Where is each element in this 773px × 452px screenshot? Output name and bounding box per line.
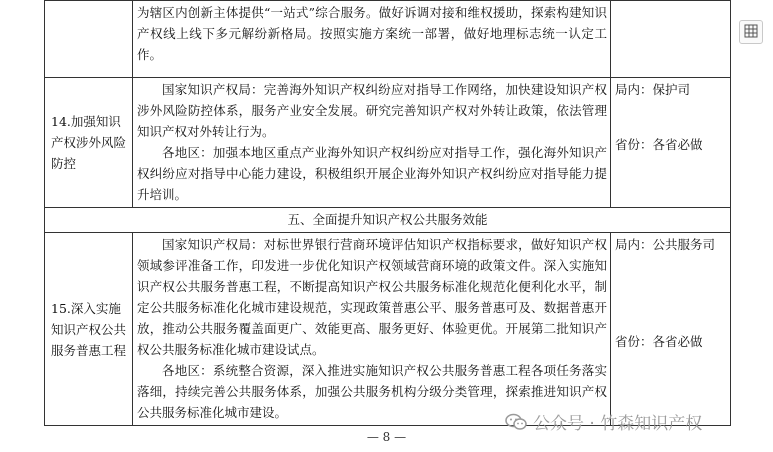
task-content-cell [133,1,611,78]
content-paragraph: 各地区：加强本地区重点产业海外知识产权纠纷应对指导工作，强化海外知识产权纠纷应对指导中心能力建设，积极组织开展企业海外知识产权纠纷应对指导能力提升培训。 [137,145,607,202]
task-name-cell [45,1,133,78]
section-heading-row [45,208,731,233]
responsibility-cell [611,78,731,208]
section-heading: 五、全面提升知识产权公共服务效能 [45,208,731,233]
task-name-cell: 15.深入实施知识产权公共服务普惠工程 [45,233,133,426]
task-table [44,0,731,426]
responsibility-cell [611,1,731,78]
task-content-cell [133,78,611,208]
table-row [45,78,731,208]
bureau-responsibility: 局内：公共服务司 [615,237,716,252]
content-paragraph: 各地区：系统整合资源，深入推进实施知识产权公共服务普惠工程各项任务落实落细，持续完善公共服务体系，加强公共服务机构分级分类管理，探索推进知识产权公共服务标准化城市建设。 [137,363,607,420]
grid-view-button[interactable] [739,20,763,44]
task-content-cell [133,233,611,426]
watermark-text: 公众号 · 竹森知识产权 [533,414,703,434]
grid-icon [744,23,758,42]
page-number: — 8 — [366,430,407,444]
table-row [45,233,731,426]
province-responsibility: 省份：各省必做 [615,334,703,349]
wechat-icon [505,413,527,431]
bureau-responsibility: 局内：保护司 [615,82,691,97]
content-paragraph: 国家知识产权局：完善海外知识产权纠纷应对指导工作网络，加快建设知识产权涉外风险防控体系，服务产业安全发展。研究完善知识产权对外转让政策，依法管理知识产权对外转让行为。 [137,82,607,139]
responsibility-cell [611,233,731,426]
content-paragraph: 国家知识产权局：对标世界银行营商环境评估知识产权指标要求，做好知识产权领域参评准备工作，印发进一步优化知识产权领域营商环境的政策文件。深入实施知识产权公共服务普惠工程，不断提高知识产权公共服务标准化规范化便利化水平，制定公共服务标准化化城市建设规范，实现政策普惠公平、服务普惠可及、数据普惠开放，推动公共服务覆盖面更广、效能更高、服务更好、体验更优。开展第二批知识产权公共服务标准化城市建设试点。 [137,237,607,357]
table-row [45,1,731,78]
province-responsibility: 省份：各省必做 [615,137,703,152]
task-name-cell: 14.加强知识产权涉外风险防控 [45,78,133,208]
content-paragraph: 为辖区内创新主体提供“一站式”综合服务。做好诉调对接和维权援助，探索构建知识产权线上线下多元解纷新格局。按照实施方案统一部署，做好地理标志统一认定工作。 [137,5,607,62]
